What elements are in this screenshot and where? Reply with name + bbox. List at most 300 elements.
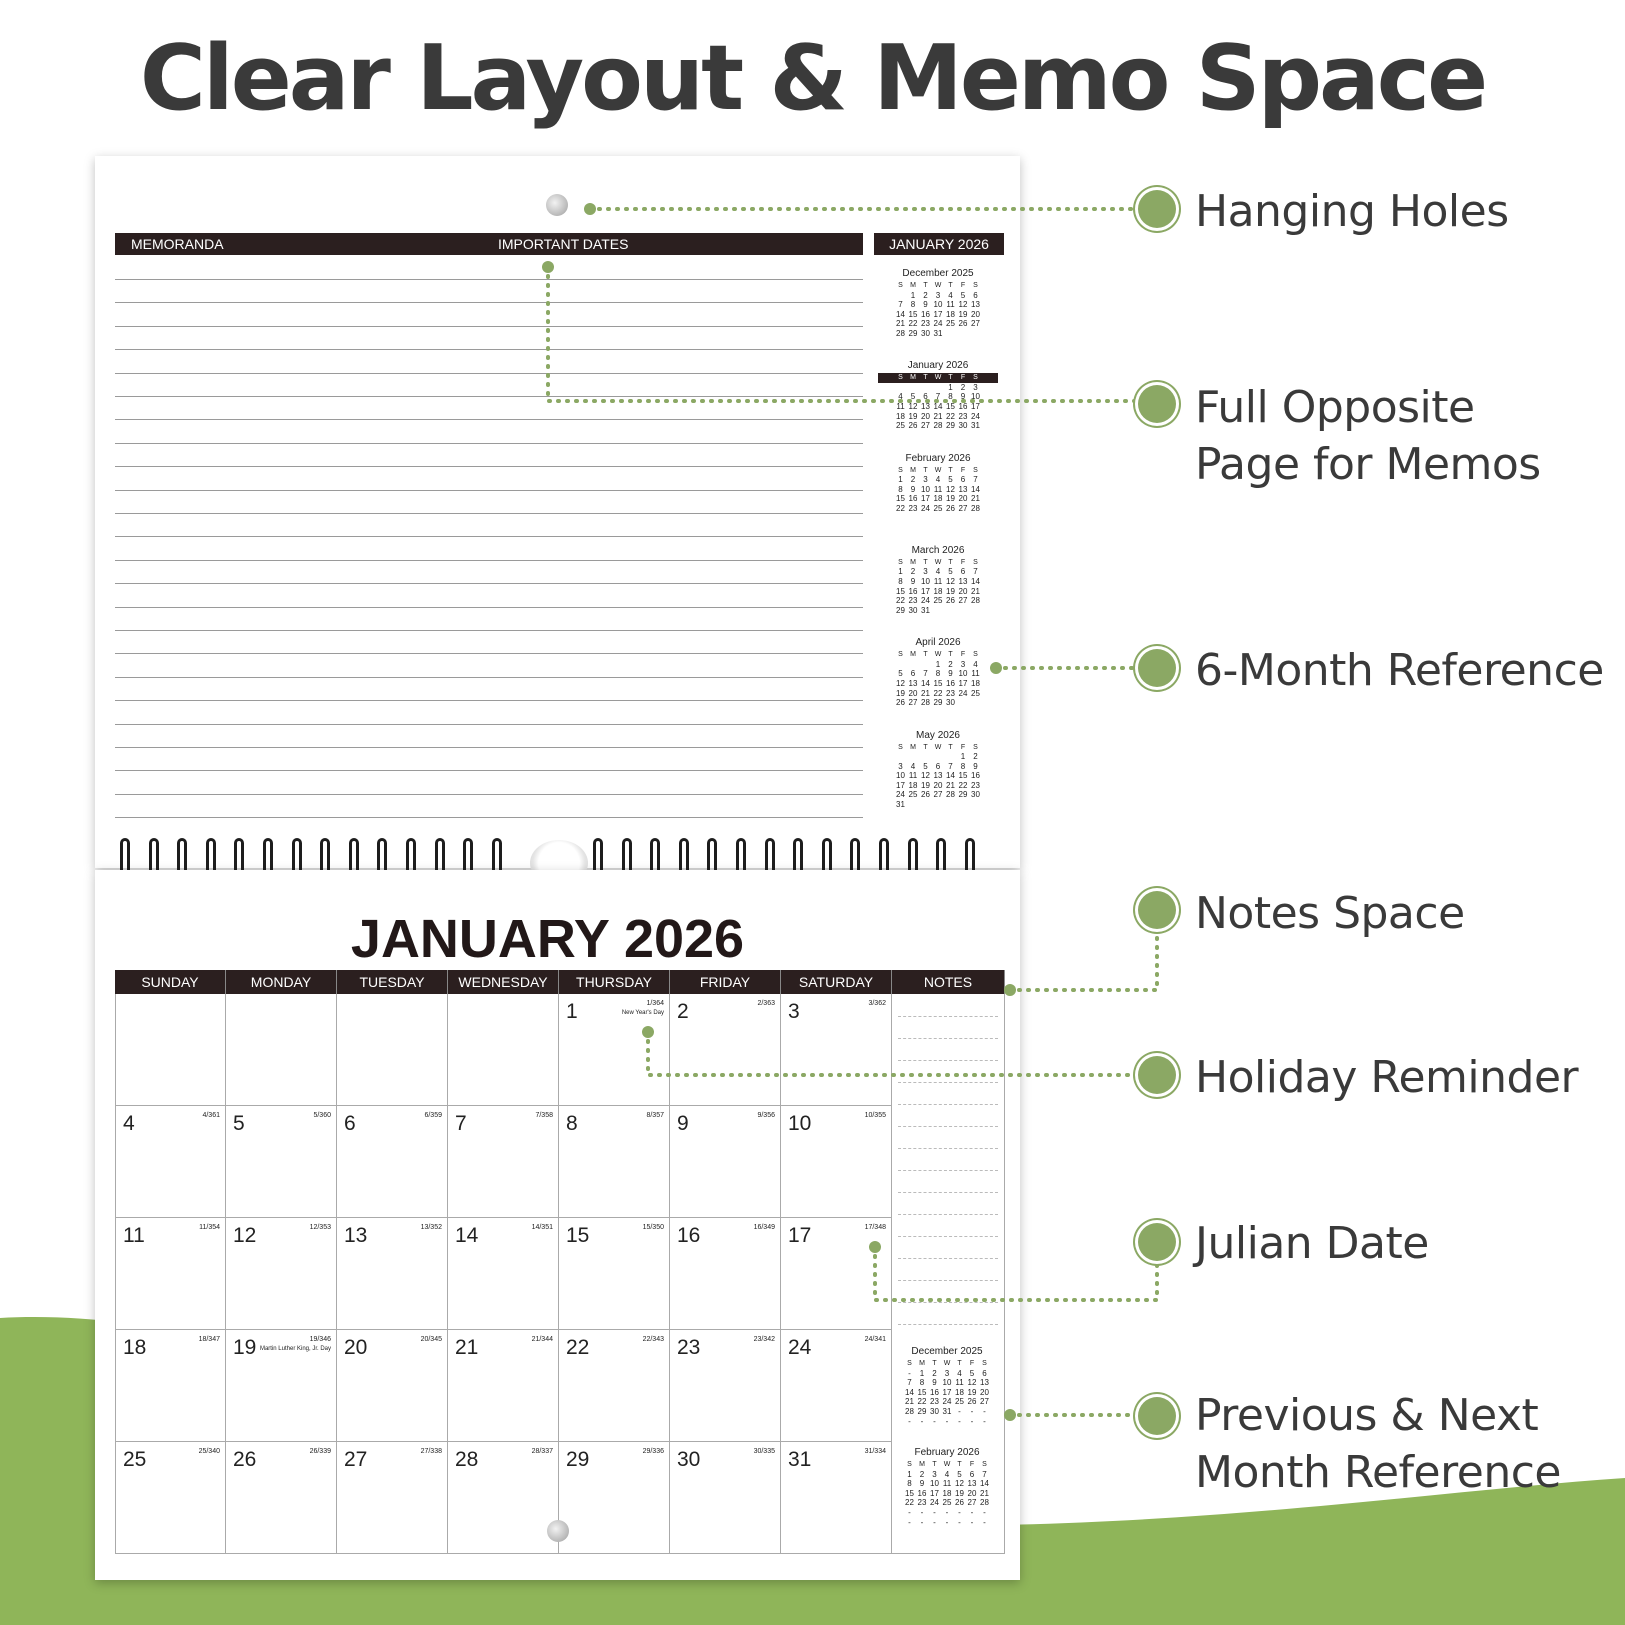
mini-month-day: - (933, 1507, 936, 1517)
day-cell[interactable] (448, 1218, 559, 1330)
mini-month-day: 6 (960, 567, 966, 577)
mini-month-day: 31 (933, 328, 943, 338)
mini-month-day: - (983, 1416, 986, 1426)
mini-month-day: 24 (930, 1498, 939, 1508)
mini-month-day: 27 (980, 1397, 989, 1407)
mini-month-day: F (960, 282, 966, 289)
mini-month-day: 24 (921, 596, 930, 606)
memo-line (115, 466, 863, 467)
mini-month-day: 23 (958, 411, 968, 421)
mini-month-day: 22 (896, 596, 905, 606)
mini-month-day: 14 (933, 402, 943, 412)
mini-month-row (878, 485, 998, 495)
mini-month-day: 18 (933, 494, 943, 504)
mini-month-day: 16 (917, 1488, 927, 1498)
holiday-label: New Year's Day (621, 1010, 664, 1016)
mini-month-day: 13 (958, 484, 968, 494)
mini-month-day: 14 (971, 577, 980, 587)
note-line (898, 1082, 998, 1083)
mini-month-day: 30 (958, 421, 968, 431)
julian-date: 14/351 (531, 1224, 553, 1231)
day-cell[interactable] (448, 994, 559, 1106)
mini-month-day: 30 (930, 1406, 939, 1416)
weekday-header: SATURDAY (781, 970, 892, 994)
memo-line (115, 560, 863, 561)
mini-month-day: 9 (973, 761, 978, 771)
day-number: 29 (566, 1448, 590, 1471)
mini-month-row (887, 1479, 1007, 1489)
mini-month-day: 13 (958, 577, 968, 587)
memo-line (115, 513, 863, 514)
memo-header-bar (115, 233, 863, 255)
day-cell[interactable] (226, 1442, 337, 1554)
day-cell[interactable] (115, 1442, 226, 1554)
mini-month-row (878, 466, 998, 476)
memo-line (115, 677, 863, 678)
memo-line (115, 396, 863, 397)
mini-month-day: S (973, 558, 978, 566)
mini-month-day: 23 (971, 780, 980, 790)
mini-month-row (878, 596, 998, 606)
mini-month-day: 2 (960, 382, 966, 392)
day-number: 14 (455, 1224, 479, 1247)
day-cell[interactable] (115, 1106, 226, 1218)
mini-month-day: - (908, 1416, 911, 1426)
calendar-title: JANUARY 2026 (350, 909, 745, 969)
julian-date: 12/353 (309, 1224, 331, 1231)
mini-month-day: F (960, 374, 966, 382)
mini-month-day: 28 (980, 1498, 989, 1508)
mini-month-day: 7 (973, 567, 978, 577)
day-cell[interactable] (226, 1330, 337, 1442)
mini-month (878, 730, 998, 810)
mini-month-day: T (957, 1461, 962, 1468)
note-line (898, 1126, 998, 1127)
mini-month-day: 11 (908, 771, 918, 781)
mini-month-day: 19 (967, 1387, 977, 1397)
mini-month-day: S (973, 374, 978, 382)
mini-month-title: January 2026 (907, 360, 969, 372)
mini-month-day: 5 (957, 1469, 962, 1479)
mini-month-day: 3 (923, 567, 928, 577)
notes-column[interactable] (892, 994, 1005, 1554)
day-cell[interactable] (337, 994, 448, 1106)
leader-endpoint (1004, 984, 1016, 996)
mini-month-day: S (898, 466, 903, 474)
julian-date: 9/356 (757, 1112, 775, 1119)
day-cell[interactable] (670, 1218, 781, 1330)
mini-month-day: 9 (910, 577, 916, 587)
mini-month-day: 9 (919, 1479, 925, 1489)
mini-month-day: S (898, 282, 903, 289)
mini-month-day: 15 (896, 494, 905, 504)
mini-month-day: 7 (948, 761, 953, 771)
mini-month-day: 15 (905, 1488, 914, 1498)
mini-month-row (878, 689, 998, 699)
mini-month-day (944, 752, 957, 762)
mini-month-day (907, 752, 920, 762)
mini-month-row (878, 752, 998, 762)
mini-month-day: 9 (948, 669, 953, 679)
day-cell[interactable] (559, 1218, 670, 1330)
mini-month-row (878, 421, 998, 431)
day-cell[interactable] (559, 1330, 670, 1442)
hanging-hole (547, 1520, 569, 1542)
callout-marker (1138, 649, 1176, 687)
mini-month-day: - (908, 1507, 911, 1517)
mini-month-day: 30 (908, 605, 918, 615)
mini-month-day: 2 (910, 475, 916, 485)
mini-month-day: S (982, 1461, 987, 1468)
mini-month-day: - (970, 1507, 974, 1517)
mini-month-row (878, 310, 998, 320)
mini-month-day: 17 (942, 1387, 952, 1397)
mini-month-day: 10 (930, 1479, 939, 1489)
mini-month-day: 29 (958, 790, 968, 800)
mini-month-day: T (923, 466, 928, 474)
mini-month-day: 25 (933, 596, 943, 606)
mini-month-day: - (933, 1416, 936, 1426)
mini-month-day: T (948, 466, 953, 474)
mini-month-day: - (958, 1406, 961, 1416)
julian-date: 7/358 (535, 1112, 553, 1119)
day-cell[interactable] (226, 1106, 337, 1218)
day-cell[interactable] (448, 1442, 559, 1554)
mini-month-day: - (945, 1416, 949, 1426)
mini-month-row (887, 1508, 1007, 1518)
mini-month-day: T (957, 1360, 962, 1367)
day-number: 21 (455, 1336, 479, 1359)
mini-month-day: 12 (908, 402, 918, 412)
mini-month-day: 26 (958, 319, 968, 329)
callout-julian-date (1195, 1215, 1429, 1272)
mini-month-day: 17 (921, 494, 930, 504)
mini-month-day: 7 (982, 1469, 987, 1479)
day-cell[interactable] (781, 1442, 892, 1554)
mini-month-row (878, 383, 998, 393)
hanging-hole (546, 194, 568, 216)
day-cell[interactable] (448, 1106, 559, 1218)
mini-month-day (957, 606, 970, 616)
mini-month-day: - (945, 1517, 949, 1527)
julian-date: 8/357 (646, 1112, 664, 1119)
mini-month-day: 12 (967, 1378, 977, 1388)
day-number: 7 (455, 1112, 467, 1135)
mini-month-day: 20 (971, 309, 980, 319)
mini-month-day: 31 (921, 605, 930, 615)
mini-month-day: - (945, 1507, 949, 1517)
note-line (898, 1104, 998, 1105)
mini-month-day: 8 (910, 300, 916, 310)
mini-month-day: 9 (960, 392, 966, 402)
mini-month-row (887, 1460, 1007, 1470)
day-cell[interactable] (337, 1442, 448, 1554)
mini-month-day (969, 698, 982, 708)
mini-month-day: 2 (919, 1469, 925, 1479)
day-cell[interactable] (670, 1442, 781, 1554)
mini-month-day: 28 (896, 328, 905, 338)
day-cell[interactable] (781, 1330, 892, 1442)
mini-month-day (944, 800, 957, 810)
mini-month-title: February 2026 (914, 1447, 980, 1458)
mini-month-day: 26 (946, 503, 955, 513)
mini-month-row (878, 577, 998, 587)
mini-month-day: 21 (896, 319, 905, 329)
mini-month-row (878, 698, 998, 708)
notes-header: NOTES (892, 970, 1005, 994)
mini-month-day: 1 (910, 290, 916, 300)
mini-month-day: 4 (948, 290, 953, 300)
mini-month-day (957, 698, 970, 708)
memo-line (115, 630, 863, 631)
mini-month-day: - (983, 1406, 986, 1416)
mini-month-day: T (932, 1461, 937, 1468)
mini-month (878, 637, 998, 708)
mini-month-day: T (948, 651, 953, 659)
mini-month-row (878, 606, 998, 616)
mini-month-day: 9 (910, 484, 916, 494)
note-line (898, 1236, 998, 1237)
mini-month-day: T (948, 558, 953, 566)
mini-month-day: 27 (958, 503, 968, 513)
day-cell[interactable] (448, 1330, 559, 1442)
mini-month-row (878, 587, 998, 597)
mini-month-day: - (920, 1507, 924, 1517)
mini-month-day: 13 (921, 402, 930, 412)
mini-month-row (878, 650, 998, 660)
mini-month (887, 1346, 1007, 1426)
mini-month-row (878, 762, 998, 772)
mini-month-day: 1 (935, 659, 941, 669)
mini-month-day: 24 (896, 790, 905, 800)
mini-month-day: T (923, 651, 928, 659)
mini-month-day: - (958, 1416, 961, 1426)
mini-month-day: 31 (896, 800, 905, 810)
day-cell[interactable] (781, 1218, 892, 1330)
mini-month-day: - (908, 1517, 911, 1527)
callout-marker (1138, 891, 1176, 929)
mini-month-day: 15 (896, 586, 905, 596)
mini-month-day: M (919, 1360, 925, 1367)
mini-month-day: 29 (896, 605, 905, 615)
julian-date: 18/347 (198, 1336, 220, 1343)
mini-month-day: 18 (942, 1488, 952, 1498)
day-cell[interactable] (337, 1330, 448, 1442)
mini-month-day (932, 606, 945, 616)
callout-marker (1138, 190, 1176, 228)
julian-date: 23/342 (753, 1336, 775, 1343)
day-number: 18 (123, 1336, 147, 1359)
day-cell[interactable] (337, 1218, 448, 1330)
mini-month-day: 1 (919, 1368, 925, 1378)
callout-marker (1138, 1223, 1176, 1261)
holiday-label: Martin Luther King, Jr. Day (259, 1346, 331, 1352)
mini-month-day (944, 606, 957, 616)
mini-month-day: - (920, 1517, 924, 1527)
mini-month-title: February 2026 (905, 452, 971, 464)
memo-line (115, 279, 863, 280)
mini-month-day: - (970, 1416, 974, 1426)
mini-month-day: - (920, 1416, 924, 1426)
day-cell[interactable] (559, 1442, 670, 1554)
mini-month-day: 7 (898, 300, 903, 310)
julian-date: 21/344 (531, 1336, 553, 1343)
day-number: 8 (566, 1112, 578, 1135)
day-cell[interactable] (226, 1218, 337, 1330)
mini-month-day: 8 (935, 669, 941, 679)
mini-month-day: 18 (955, 1387, 964, 1397)
day-cell[interactable] (670, 1106, 781, 1218)
mini-month-day: 21 (933, 411, 943, 421)
mini-month-day: 6 (923, 392, 928, 402)
mini-month-day: T (923, 743, 928, 751)
weekday-header: SUNDAY (115, 970, 226, 994)
day-cell[interactable] (226, 994, 337, 1106)
mini-month-day: 20 (958, 586, 968, 596)
mini-month-row (878, 373, 998, 383)
day-number: 12 (233, 1224, 257, 1247)
mini-month-day: 10 (942, 1378, 952, 1388)
mini-month-day: S (898, 558, 903, 566)
julian-date: 22/343 (642, 1336, 664, 1343)
note-line (898, 1170, 998, 1171)
mini-month-day: - (970, 1517, 974, 1527)
mini-month-day: 12 (946, 484, 955, 494)
julian-date: 5/360 (313, 1112, 331, 1119)
mini-month-row (887, 1388, 1007, 1398)
mini-month-day: 25 (908, 790, 918, 800)
day-cell[interactable] (115, 1330, 226, 1442)
day-cell[interactable] (337, 1106, 448, 1218)
callout-line: Notes Space (1195, 888, 1465, 939)
day-cell[interactable] (559, 994, 670, 1106)
mini-month-day: 1 (898, 475, 903, 485)
callout-notes-space (1195, 885, 1465, 942)
mini-month-day: 28 (905, 1406, 914, 1416)
important-dates-label: IMPORTANT DATES (498, 236, 629, 252)
mini-month-day: 5 (898, 669, 903, 679)
mini-month-day: T (923, 374, 928, 382)
callout-marker (1138, 1056, 1176, 1094)
day-cell[interactable] (670, 994, 781, 1106)
mini-month-day: 18 (933, 586, 943, 596)
mini-month-day: 6 (982, 1368, 987, 1378)
mini-month-day: 7 (923, 669, 928, 679)
memo-line (115, 302, 863, 303)
mini-month-day (957, 329, 970, 339)
day-cell[interactable] (781, 994, 892, 1106)
leader-endpoint (1004, 1409, 1016, 1421)
mini-month-day: F (960, 743, 966, 751)
mini-month-day: 29 (908, 328, 918, 338)
mini-month-day: 27 (921, 421, 930, 431)
callout-line: Holiday Reminder (1195, 1052, 1579, 1103)
mini-month-day (907, 800, 920, 810)
note-line (898, 1192, 998, 1193)
mini-month-day: 2 (932, 1368, 937, 1378)
callout-line: Julian Date (1195, 1218, 1429, 1269)
mini-month-day: 29 (917, 1406, 927, 1416)
mini-month-day (944, 329, 957, 339)
day-cell[interactable] (115, 994, 226, 1106)
mini-month-day: 27 (971, 319, 980, 329)
mini-month-day: 11 (942, 1479, 952, 1489)
day-cell[interactable] (670, 1330, 781, 1442)
mini-month-day: M (910, 374, 916, 382)
mini-month-row (878, 679, 998, 689)
mini-month-day: 2 (973, 752, 978, 762)
callout-line: Page for Memos (1195, 439, 1541, 490)
memo-line (115, 653, 863, 654)
mini-month-day: 12 (921, 771, 930, 781)
mini-month-day: 5 (910, 392, 916, 402)
mini-month-day: 5 (948, 475, 953, 485)
memo-line (115, 607, 863, 608)
mini-month-day: 17 (958, 678, 968, 688)
mini-month-day: 17 (933, 309, 943, 319)
mini-month-day: 5 (948, 567, 953, 577)
mini-month-day: - (908, 1368, 911, 1378)
julian-date: 24/341 (864, 1336, 886, 1343)
mini-month-day: 31 (942, 1406, 952, 1416)
mini-month-day: 19 (946, 586, 955, 596)
mini-month-day: T (948, 743, 953, 751)
mini-month-day: 29 (946, 421, 955, 431)
mini-month-row (878, 743, 998, 753)
mini-month-day: F (969, 1360, 975, 1367)
leader-endpoint (990, 662, 1002, 674)
mini-month-day: 28 (946, 790, 955, 800)
mini-month-day: T (923, 282, 928, 289)
day-cell[interactable] (781, 1106, 892, 1218)
mini-month-day (957, 800, 970, 810)
mini-month-day: W (934, 558, 942, 566)
note-line (898, 1148, 998, 1149)
day-cell[interactable] (559, 1106, 670, 1218)
mini-month-row (878, 281, 998, 291)
mini-month-day: 15 (946, 402, 955, 412)
mini-month-day: 6 (973, 290, 978, 300)
mini-month-day: 23 (930, 1397, 939, 1407)
day-cell[interactable] (115, 1218, 226, 1330)
mini-month-day: 26 (908, 421, 918, 431)
julian-date: 13/352 (420, 1224, 442, 1231)
mini-month-day: 24 (958, 688, 968, 698)
memo-line (115, 373, 863, 374)
callout-line: Month Reference (1195, 1447, 1561, 1498)
mini-month-day: 19 (921, 780, 930, 790)
mini-month-day (907, 660, 920, 670)
mini-month-day: 4 (973, 659, 978, 669)
mini-month-day: - (958, 1517, 961, 1527)
mini-month-day: 1 (898, 567, 903, 577)
mini-month-day: 25 (955, 1397, 964, 1407)
day-number: 28 (455, 1448, 479, 1471)
mini-month-day: 20 (921, 411, 930, 421)
julian-date: 28/337 (531, 1448, 553, 1455)
callout-prev-next-month (1195, 1387, 1561, 1501)
mini-month-day: W (943, 1360, 951, 1367)
mini-month-day: 23 (921, 319, 930, 329)
mini-month-day: 2 (910, 567, 916, 577)
mini-month-day: - (970, 1406, 974, 1416)
mini-month-day: 4 (898, 392, 903, 402)
mini-month-day: 7 (935, 392, 941, 402)
weekday-header: WEDNESDAY (448, 970, 559, 994)
mini-month-title: March 2026 (911, 544, 965, 556)
mini-month-day: 1 (948, 382, 953, 392)
mini-month-day: 16 (908, 586, 918, 596)
